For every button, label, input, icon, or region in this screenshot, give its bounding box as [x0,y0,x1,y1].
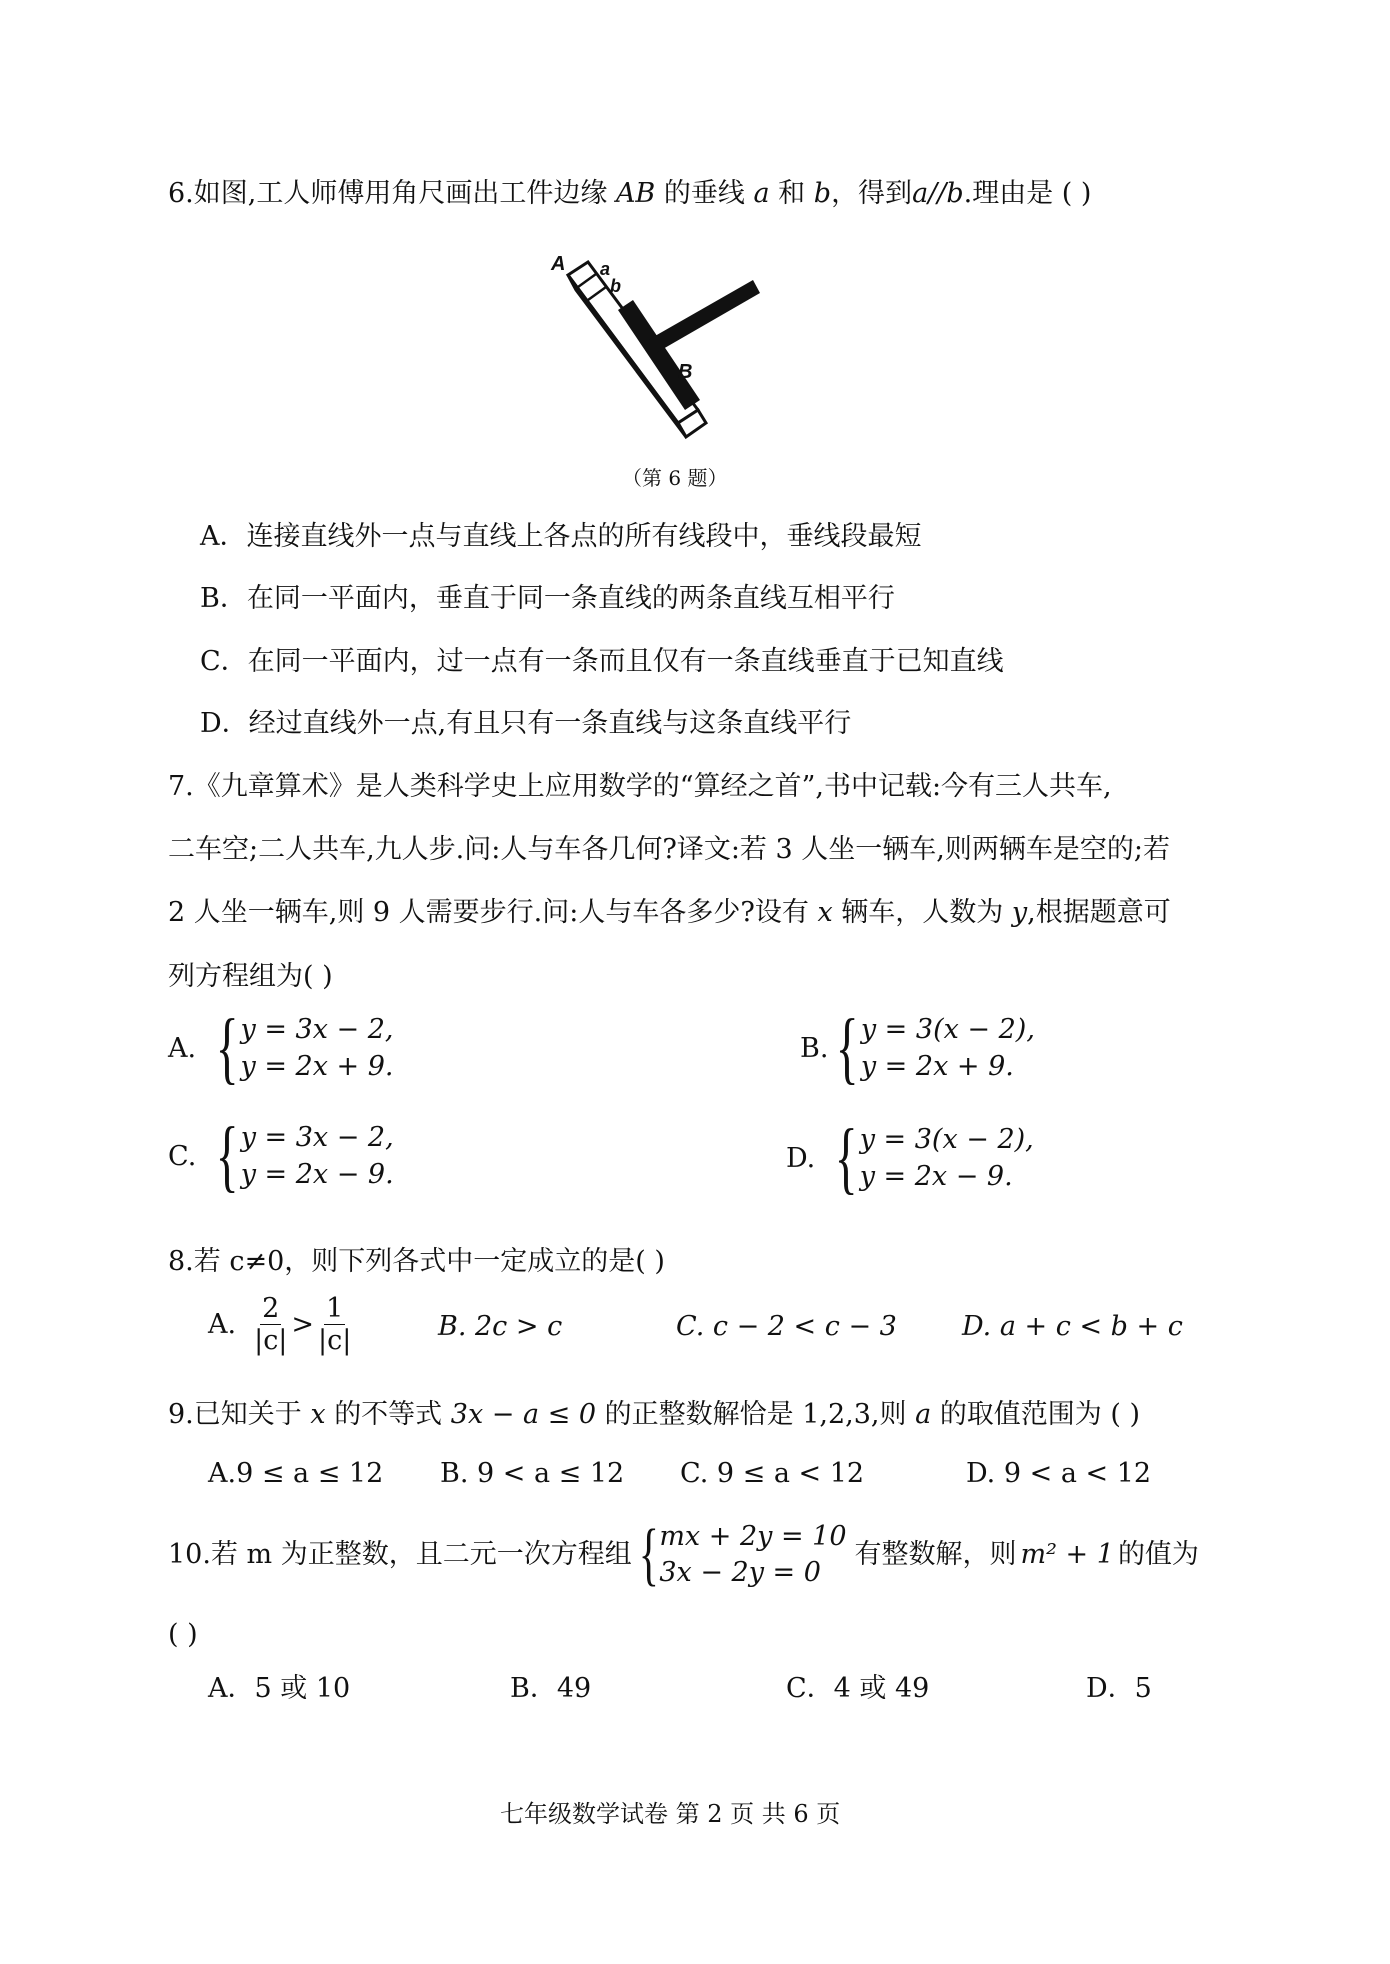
q7-option-b-eq2: y = 2x + 9. [860,1051,1014,1082]
brace-icon: { [215,1112,240,1200]
q9-var-x: x [310,1399,326,1430]
q7-var-y: y [1011,897,1028,928]
q8-option-a [208,1293,355,1356]
q8-option-a-gt: > [291,1309,315,1340]
q7-option-d-eq1: y = 3(x − 2), [859,1124,1034,1155]
brace-icon: { [638,1516,659,1593]
q10-sys-eq2: 3x − 2y = 0 [659,1557,821,1588]
q7-option-d [786,1114,1034,1202]
q8-stem: 8.若 c≠0，则下列各式中一定成立的是( ) [168,1246,665,1277]
q6-option-c: C．在同一平面内，过一点有一条而且仅有一条直线垂直于已知直线 [200,646,1004,677]
q7-option-b-eq1: y = 3(x − 2), [860,1014,1035,1045]
q10-option-a: A．5 或 10 [208,1673,351,1704]
q10-stem-mid: 有整数解，则 [854,1538,1017,1570]
q7-option-a [168,1004,394,1092]
fraction [254,1293,287,1356]
q7-option-a-label: A. [168,1032,197,1064]
q10-system [659,1521,846,1590]
q7-line4: 列方程组为( ) [168,961,333,992]
q10-sys-eq1: mx + 2y = 10 [659,1520,847,1552]
label-b: b [610,276,621,296]
q7-option-a-eq2: y = 2x + 9. [240,1051,394,1082]
q9-var-a: a [915,1399,932,1430]
q6-stem-a: a [753,178,770,209]
fraction [318,1293,351,1356]
q10-option-b: B．49 [510,1673,592,1704]
q7-line2: 二车空;二人共车,九人步.问:人与车各几何?译文:若 3 人坐一辆车,则两辆车是空的;若 [168,834,1170,865]
label-B: B [678,361,693,383]
q9-stem-pre: 9.已知关于 [168,1399,302,1430]
q6-stem [168,178,1091,210]
q8-option-d: D. a + c < b + c [962,1311,1183,1342]
q7-option-c-eq1: y = 3x − 2, [240,1122,394,1153]
q6-stem-text2: 的垂线 [663,178,745,209]
q6-caption: （第 6 题） [622,466,728,490]
fraction-denominator: |c| [254,1325,288,1356]
q10-answer-paren: ( ) [168,1619,198,1650]
q9-stem [168,1399,1140,1431]
q6-option-a: A．连接直线外一点与直线上各点的所有线段中，垂线段最短 [200,521,922,552]
q7-option-c-eq2: y = 2x − 9. [240,1159,394,1190]
q7-line3 [168,897,1171,929]
q6-stem-ab: AB [615,178,656,209]
q6-stem-b: b [813,178,832,209]
q9-option-b: B. 9 < a ≤ 12 [440,1458,625,1489]
q8-option-c: C. c − 2 < c − 3 [676,1311,897,1342]
label-A: A [551,253,566,275]
brace-icon: { [834,1114,859,1202]
q7-option-a-eq1: y = 3x − 2, [240,1014,394,1045]
q10-stem-pre: 10.若 m 为正整数，且二元一次方程组 [168,1538,632,1570]
q7-option-b-label: B. [800,1032,829,1064]
q9-option-d: D. 9 < a < 12 [966,1458,1152,1489]
page-footer: 七年级数学试卷 第 2 页 共 6 页 [500,1800,841,1828]
label-a: a [600,259,611,279]
q6-stem-text3: ，得到 [831,178,913,209]
q8-option-b: B. 2c > c [438,1311,563,1342]
q6-option-b: B．在同一平面内，垂直于同一条直线的两条直线互相平行 [200,583,895,614]
q6-figure [548,240,788,450]
fraction-numerator: 2 [262,1293,280,1324]
q6-option-d: D．经过直线外一点,有且只有一条直线与这条直线平行 [200,708,852,739]
q7-option-d-label: D. [786,1142,816,1174]
q9-option-c: C. 9 ≤ a < 12 [680,1458,865,1489]
q10-stem [168,1516,1199,1593]
q7-line3-mid: 辆车，人数为 [841,897,1004,928]
q7-var-x: x [817,897,833,928]
q7-option-c-label: C. [168,1140,197,1172]
q7-option-b [800,1004,1035,1092]
q7-option-c [168,1112,394,1200]
q7-line3-end: ,根据题意可 [1027,897,1171,928]
brace-icon: { [215,1004,239,1092]
q10-option-d: D．5 [1086,1673,1152,1704]
q10-stem-end: 的值为 [1117,1538,1199,1570]
q9-stem-mid: 的不等式 [334,1399,443,1430]
q7-line3-pre: 2 人坐一辆车,则 9 人需要步行.问:人与车各多少?设有 [168,897,809,928]
q6-stem-text1: 6.如图,工人师傅用角尺画出工件边缘 [168,178,608,209]
q7-line1: 7.《九章算术》是人类科学史上应用数学的“算经之首”,书中记载:今有三人共车, [168,771,1112,802]
q6-stem-end: .理由是 ( ) [963,178,1092,209]
q9-inequality: 3x − a ≤ 0 [450,1399,597,1430]
fraction-denominator: |c| [318,1325,352,1356]
q9-stem-end: 的取值范围为 ( ) [939,1399,1141,1430]
q6-stem-parallel: a//b [912,178,964,209]
q10-expression: m² + 1 [1020,1538,1114,1570]
fraction-numerator: 1 [326,1293,344,1324]
q9-option-a: A.9 ≤ a ≤ 12 [208,1458,384,1489]
q9-stem-mid2: 的正整数解恰是 1,2,3,则 [604,1399,907,1430]
q7-option-d-eq2: y = 2x − 9. [859,1161,1013,1192]
q6-stem-and: 和 [778,178,806,209]
q8-option-a-label: A. [208,1309,237,1340]
set-square-arm [648,280,760,353]
brace-icon: { [836,1004,860,1092]
q10-option-c: C．4 或 49 [786,1673,930,1704]
